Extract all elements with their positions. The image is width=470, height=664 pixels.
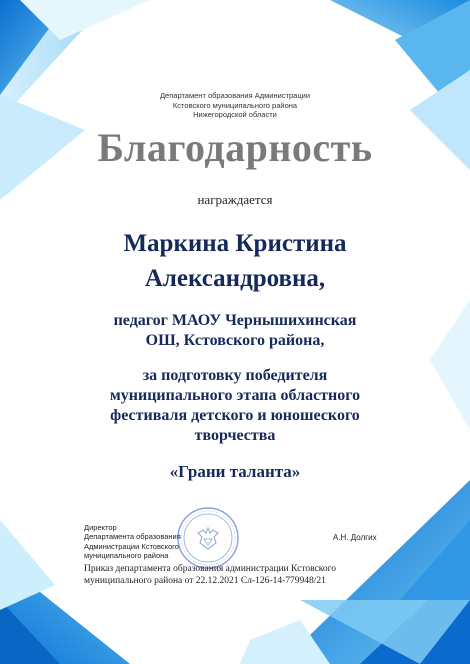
signer-line-1: Директор: [84, 523, 117, 532]
recipient-name-line-2: Александровна,: [144, 265, 326, 292]
signer-name: А.Н. Долгих: [333, 533, 377, 542]
organization-line-1: Департамент образования Администрации: [159, 91, 311, 100]
reason-line-3: фестиваля детского и юношеского: [110, 407, 360, 424]
official-seal-stamp: [176, 506, 240, 570]
issuing-organization: [0, 91, 470, 120]
certificate-title: Благодарность: [97, 125, 373, 170]
festival-name: «Грани таланта»: [169, 462, 301, 481]
order-reference: [84, 563, 336, 587]
signer-line-3: Администрации Кстовского: [84, 541, 179, 551]
position-line-2: ОШ, Кстовского района,: [145, 332, 325, 349]
signer-line-4: муниципального района: [84, 550, 169, 560]
recipient-position: [0, 311, 470, 351]
award-reason: [0, 366, 470, 446]
recipient-name-line-1: Маркина Кристина: [123, 230, 347, 257]
reason-line-1: за подготовку победителя: [142, 367, 328, 384]
organization-line-3: Нижегородской области: [193, 110, 277, 119]
awarded-label: награждается: [197, 192, 273, 207]
order-line-2: муниципального района от 22.12.2021 Сл-126-14-779948/21: [84, 576, 326, 586]
order-line-1: Приказ департамента образования администрации Кстовского: [84, 564, 337, 574]
organization-line-2: Кстовского муниципального района: [172, 100, 298, 110]
position-line-1: педагог МАОУ Чернышихинская: [113, 312, 357, 329]
signer-title: [84, 523, 181, 560]
reason-line-4: творчества: [194, 427, 276, 444]
signer-line-2: Департамента образования: [84, 532, 181, 542]
reason-line-2: муниципального этапа областного: [109, 387, 361, 404]
recipient-name: [0, 226, 470, 296]
